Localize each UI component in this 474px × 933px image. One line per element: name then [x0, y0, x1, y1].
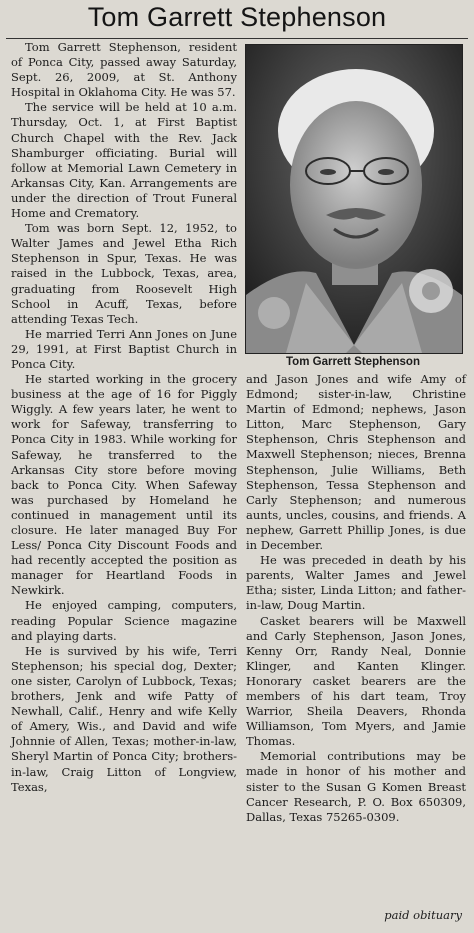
paragraph-survivors: He is survived by his wife, Terri Stephenson; his special dog, Dexter; one sister, Carolyn of Lubbock, Texas; brothers, Jenk and wife Patty of Newhall, Calif., Henry and wife Kelly of Amery, Wis., and David and wife Johnnie of Allen, Texas; mother-in-law, Sheryl Martin of Ponca City; brothers-in-law, Craig Litton of Longview, Texas, — [11, 643, 237, 794]
portrait-photo — [245, 44, 463, 354]
paragraph-memorial: Memorial contributions may be made in honor of his mother and sister to the Susan G Komen Breast Cancer Research, P. O. Box 650309, Dallas, Texas 75265-0309. — [246, 749, 466, 824]
right-column — [246, 372, 466, 825]
paragraph-preceded: He was preceded in death by his parents, Walter James and Jewel Etha; sister, Linda Litton; and father-in-law, Doug Martin. — [246, 553, 466, 613]
paragraph-career: He started working in the grocery business at the age of 16 for Piggly Wiggly. A few years later, he went to work for Safeway, transferring to Ponca City in 1983. While working for Safeway, he transferred to the Arkansas City store before moving back to Ponca City. When Safeway was purchased by Homeland he continued in management until its closure. He later managed Buy For Less/ Ponca City Discount Foods and had recently accepted the position as manager for Heartland Foods in Newkirk. — [11, 372, 237, 598]
headline: Tom Garrett Stephenson — [87, 2, 387, 32]
paid-obituary-note: paid obituary — [384, 908, 462, 922]
paragraph-service: The service will be held at 10 a.m. Thursday, Oct. 1, at First Baptist Church Chapel with the Rev. Jack Shamburger officiating. Burial will follow at Memorial Lawn Cemetery in Arkansas City, Kan. Arrangements are under the direction of Trout Funeral Home and Crematory. — [11, 100, 237, 221]
portrait-image — [246, 45, 462, 353]
paragraph-casket-bearers: Casket bearers will be Maxwell and Carly Stephenson, Jason Jones, Kenny Orr, Randy Neal, Donnie Klinger, and Kanten Klinger. Honorary casket bearers are the members of his dart team, Troy Warrior, Sheila Deavers, Rhonda Williamson, Tom Myers, and Jamie Thomas. — [246, 613, 466, 749]
paragraph-hobbies: He enjoyed camping, computers, reading Popular Science magazine and playing darts. — [11, 598, 237, 643]
paragraph-death-notice: Tom Garrett Stephenson, resident of Ponca City, passed away Saturday, Sept. 26, 2009, at St. Anthony Hospital in Oklahoma City. He was 57. — [11, 40, 237, 100]
paragraph-survivors-continued: and Jason Jones and wife Amy of Edmond; sister-in-law, Christine Martin of Edmond; nephews, Jason Litton, Marc Stephenson, Gary Stephenson, Chris Stephenson and Maxwell Stephenson; nieces, Brenna Stephenson, Julie Williams, Beth Stephenson, Tessa Stephenson and Carly Stephenson; and numerous aunts, uncles, cousins, and friends. A nephew, Garrett Phillip Jones, is due in December. — [246, 372, 466, 553]
left-column — [11, 40, 237, 795]
photo-caption: Tom Garrett Stephenson — [286, 356, 420, 368]
paragraph-marriage: He married Terri Ann Jones on June 29, 1991, at First Baptist Church in Ponca City. — [11, 326, 237, 371]
headline-rule — [6, 38, 468, 39]
paragraph-birth: Tom was born Sept. 12, 1952, to Walter James and Jewel Etha Rich Stephenson in Spur, Texas. He was raised in the Lubbock, Texas, area, graduating from Roosevelt High School in Acuff, Texas, before attending Texas Tech. — [11, 221, 237, 326]
